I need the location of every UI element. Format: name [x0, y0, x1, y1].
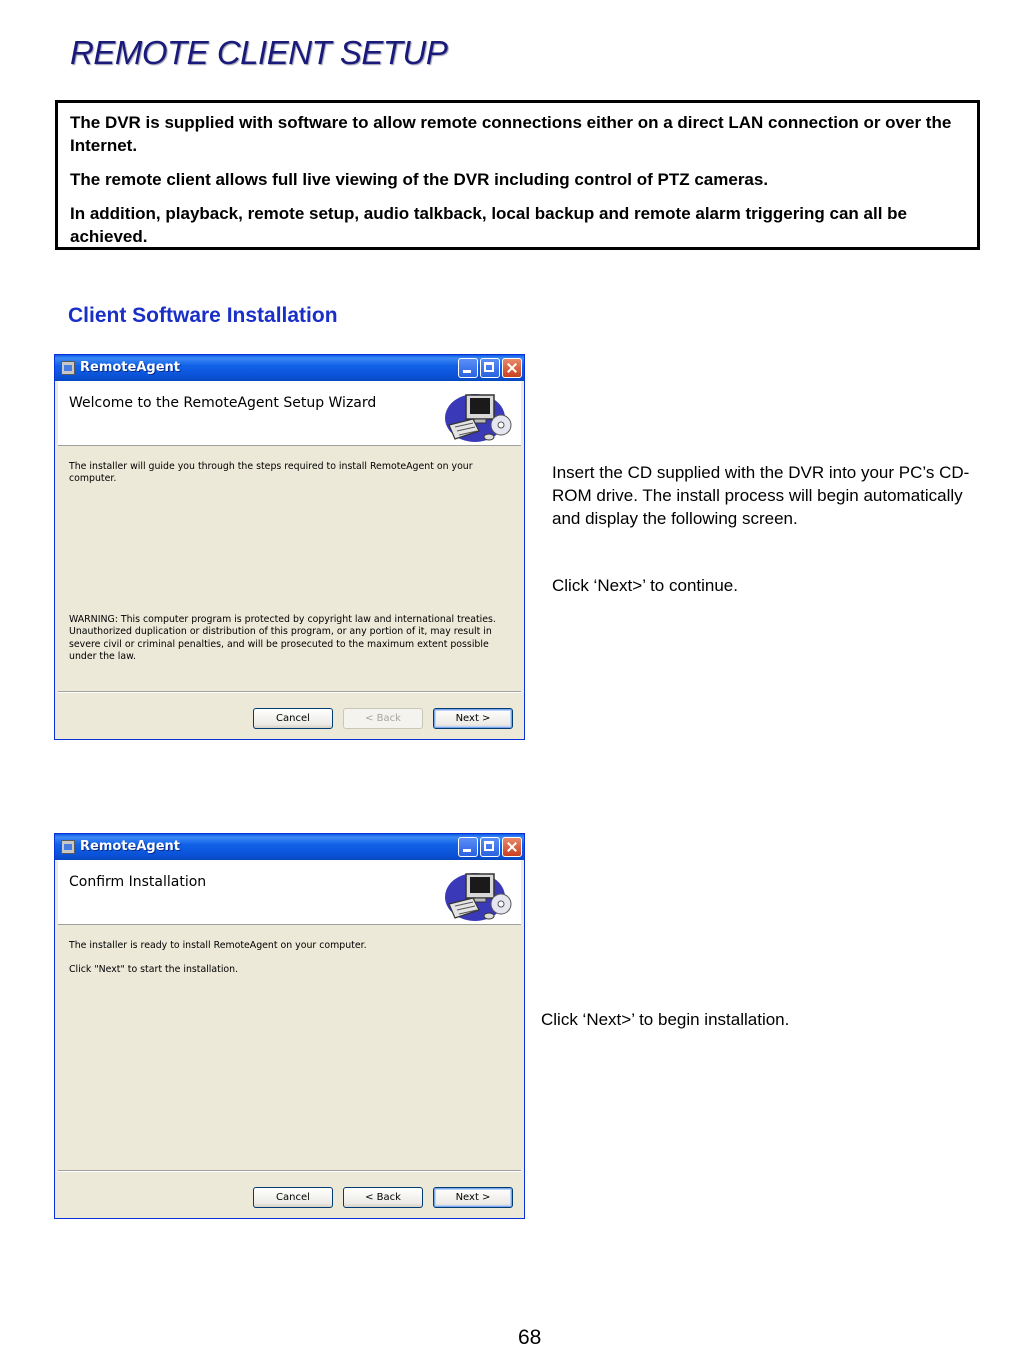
window-titlebar[interactable] — [55, 834, 524, 860]
close-icon[interactable] — [502, 837, 522, 857]
installer-app-icon — [61, 361, 75, 375]
maximize-icon[interactable] — [480, 837, 500, 857]
step2-click-next: Click ‘Next>’ to begin installation. — [541, 1010, 790, 1029]
intro-paragraph-2: The remote client allows full live viewing of the DVR including control of PTZ cameras. — [70, 170, 769, 189]
copyright-warning-text: WARNING: This computer program is protected by copyright law and international treaties. Unauthorized duplication or distribution of this program, or any portion of it, may result in severe civil or criminal penalties, and will be prosecuted to the maximum extent possible under the law. — [69, 614, 496, 663]
minimize-icon[interactable] — [458, 837, 478, 857]
intro-box — [55, 100, 980, 250]
wizard-heading: Welcome to the RemoteAgent Setup Wizard — [69, 395, 377, 411]
back-button[interactable]: < Back — [343, 708, 423, 729]
wizard-body-text: The installer is ready to install RemoteAgent on your computer. — [69, 940, 367, 951]
page-number: 68 — [518, 1326, 542, 1349]
footer-divider — [58, 691, 521, 693]
cancel-button[interactable]: Cancel — [253, 1187, 333, 1208]
section-heading: Client Software Installation — [68, 304, 338, 327]
setup-wizard-window-welcome — [54, 354, 525, 740]
cancel-button[interactable]: Cancel — [253, 708, 333, 729]
wizard-body — [58, 446, 521, 689]
maximize-icon[interactable] — [480, 358, 500, 378]
wizard-header — [58, 860, 521, 925]
window-title: RemoteAgent — [80, 360, 180, 375]
back-button[interactable]: < Back — [343, 1187, 423, 1208]
window-title: RemoteAgent — [80, 839, 180, 854]
wizard-body — [58, 925, 521, 1168]
wizard-instruction-text: Click "Next" to start the installation. — [69, 964, 239, 975]
close-icon[interactable] — [502, 358, 522, 378]
footer-divider — [58, 1170, 521, 1172]
intro-paragraph-1: The DVR is supplied with software to allow remote connections either on a direct LAN connection or over the Internet. — [70, 113, 952, 155]
intro-paragraph-3: In addition, playback, remote setup, audio talkback, local backup and remote alarm triggering can all be achieved. — [70, 204, 908, 246]
wizard-heading: Confirm Installation — [69, 874, 207, 890]
computer-cd-icon — [439, 864, 515, 922]
wizard-body-text: The installer will guide you through the steps required to install RemoteAgent on your computer. — [69, 461, 473, 485]
next-button[interactable]: Next > — [433, 708, 513, 729]
step1-click-next: Click ‘Next>’ to continue. — [552, 576, 738, 595]
wizard-header — [58, 381, 521, 446]
installer-app-icon — [61, 840, 75, 854]
window-titlebar[interactable] — [55, 355, 524, 381]
setup-wizard-window-confirm — [54, 833, 525, 1219]
computer-cd-icon — [439, 385, 515, 443]
page-title: REMOTE CLIENT SETUP — [70, 34, 448, 71]
next-button[interactable]: Next > — [433, 1187, 513, 1208]
step1-instruction: Insert the CD supplied with the DVR into your PC’s CD-ROM drive. The install process will begin automatically and display the following screen. — [552, 463, 970, 528]
minimize-icon[interactable] — [458, 358, 478, 378]
